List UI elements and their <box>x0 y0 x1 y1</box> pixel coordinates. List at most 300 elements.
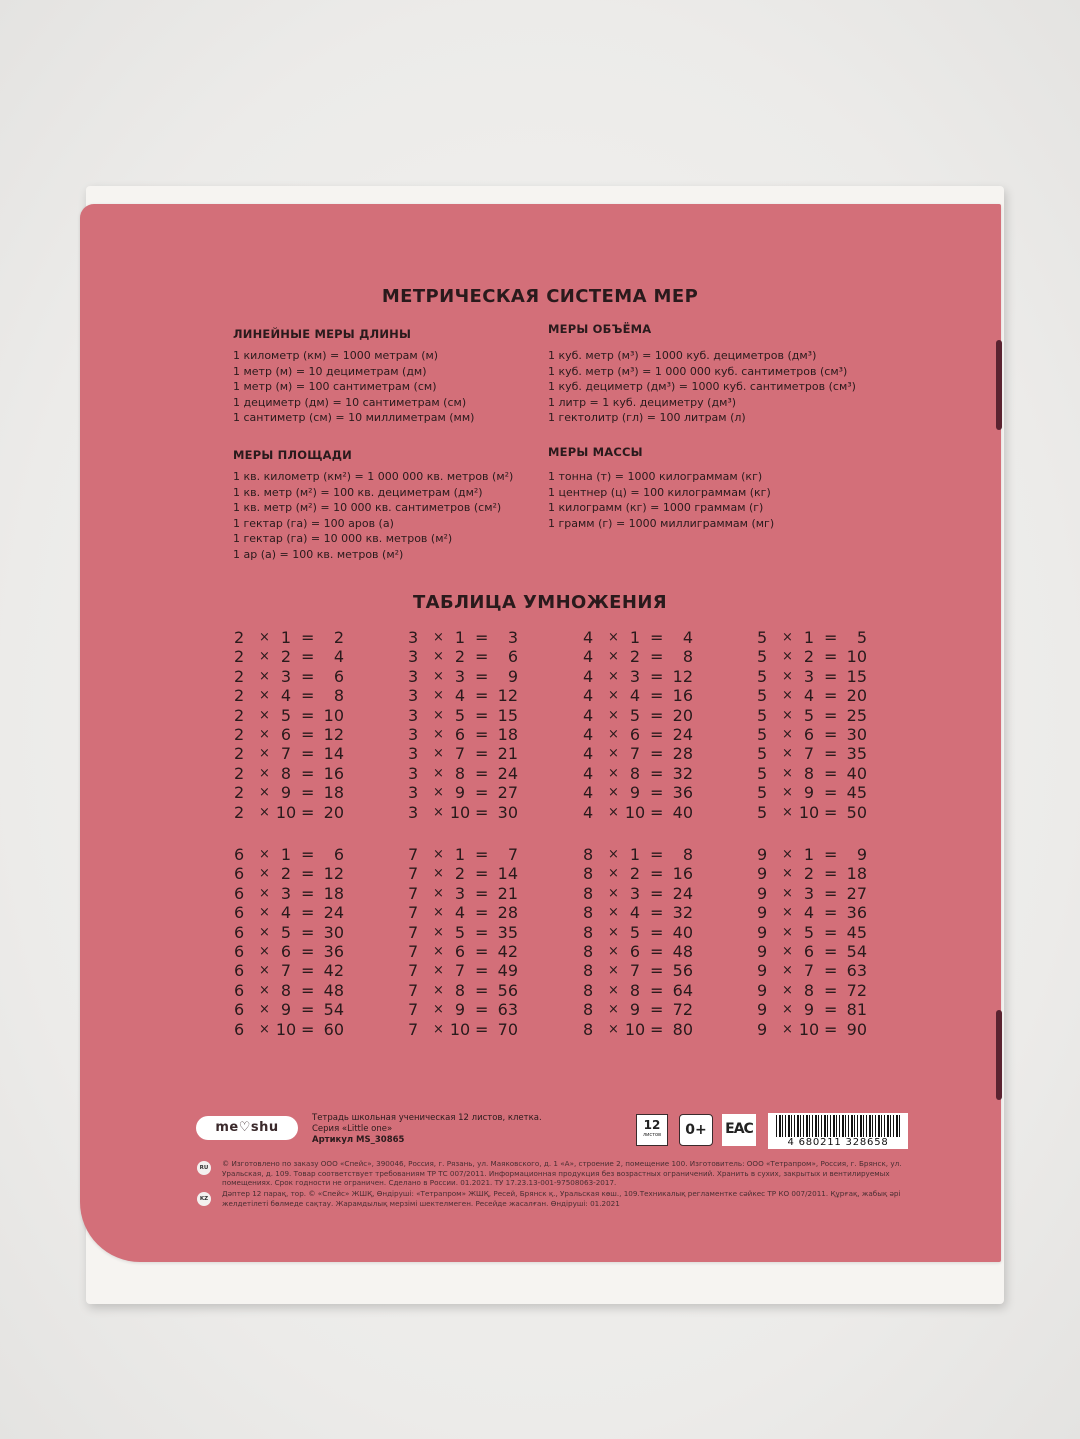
times-sign: × <box>782 649 793 665</box>
equals-sign: = <box>301 961 315 981</box>
factor-b: 3 <box>454 883 466 903</box>
factor-a: 8 <box>583 941 594 961</box>
factor-b: 7 <box>803 744 815 764</box>
product: 80 <box>672 1019 693 1039</box>
multiplication-row <box>408 903 518 922</box>
factor-a: 3 <box>408 744 419 764</box>
multiplication-row <box>234 923 344 942</box>
factor-a: 3 <box>408 666 419 686</box>
volume-line: 1 гектолитр (гл) = 100 литрам (л) <box>548 411 746 425</box>
age-rating-badge: 0+ <box>679 1114 713 1146</box>
factor-a: 7 <box>408 845 419 864</box>
product: 27 <box>846 883 867 903</box>
equals-sign: = <box>301 864 315 884</box>
multiplication-row <box>583 1020 693 1039</box>
multiplication-row <box>234 884 344 903</box>
multiplication-row <box>408 628 518 647</box>
product: 25 <box>846 705 867 725</box>
product: 21 <box>497 883 518 903</box>
factor-a: 4 <box>583 647 594 667</box>
product: 63 <box>497 1000 518 1020</box>
factor-b: 8 <box>454 980 466 1000</box>
multiplication-row <box>408 1000 518 1019</box>
barcode-number: 4 680211 328658 <box>787 1137 889 1148</box>
product: 16 <box>672 686 693 706</box>
times-sign: × <box>608 885 619 901</box>
product: 9 <box>507 666 518 686</box>
equals-sign: = <box>475 980 489 1000</box>
times-sign: × <box>782 630 793 645</box>
multiplication-row <box>234 981 344 1000</box>
times-sign: × <box>782 1002 793 1018</box>
factor-a: 9 <box>757 922 768 942</box>
factor-b: 8 <box>280 980 292 1000</box>
factor-b: 4 <box>454 686 466 706</box>
barcode-bars <box>776 1115 900 1137</box>
equals-sign: = <box>650 647 664 667</box>
product: 12 <box>497 686 518 706</box>
factor-b: 5 <box>280 922 292 942</box>
factor-a: 7 <box>408 941 419 961</box>
factor-a: 5 <box>757 724 768 744</box>
times-sign: × <box>433 982 444 998</box>
factor-a: 7 <box>408 1019 419 1039</box>
multiplication-row <box>583 1000 693 1019</box>
factor-b: 3 <box>280 666 292 686</box>
equals-sign: = <box>301 628 315 647</box>
multiplication-row <box>408 803 518 822</box>
multiplication-row <box>757 744 867 763</box>
multiplication-row <box>583 706 693 725</box>
factor-b: 9 <box>803 1000 815 1020</box>
factor-a: 3 <box>408 783 419 803</box>
times-sign: × <box>259 668 270 684</box>
product: 16 <box>672 864 693 884</box>
product: 24 <box>323 903 344 923</box>
volume-line: 1 куб. дециметр (дм³) = 1000 куб. сантиметров (см³) <box>548 380 856 394</box>
times-sign: × <box>608 785 619 801</box>
factor-b: 9 <box>454 783 466 803</box>
area-line: 1 кв. километр (км²) = 1 000 000 кв. метров (м²) <box>233 470 514 483</box>
product: 35 <box>497 922 518 942</box>
factor-a: 6 <box>234 903 245 923</box>
multiplication-row <box>234 764 344 783</box>
factor-a: 4 <box>583 666 594 686</box>
factor-a: 8 <box>583 845 594 864</box>
factor-a: 7 <box>408 864 419 884</box>
product: 5 <box>856 628 867 647</box>
equals-sign: = <box>824 845 838 864</box>
product: 18 <box>323 883 344 903</box>
factor-b: 9 <box>629 1000 641 1020</box>
equals-sign: = <box>475 845 489 864</box>
product: 4 <box>333 647 344 667</box>
product: 64 <box>672 980 693 1000</box>
product: 28 <box>497 903 518 923</box>
equals-sign: = <box>475 1019 489 1039</box>
product: 8 <box>333 686 344 706</box>
multiplication-row <box>757 725 867 744</box>
times-sign: × <box>259 746 270 762</box>
equals-sign: = <box>824 941 838 961</box>
times-sign: × <box>782 688 793 704</box>
factor-b: 10 <box>798 802 820 822</box>
factor-a: 5 <box>757 686 768 706</box>
equals-sign: = <box>475 883 489 903</box>
equals-sign: = <box>650 1019 664 1039</box>
product: 4 <box>682 628 693 647</box>
equals-sign: = <box>475 763 489 783</box>
times-sign: × <box>433 649 444 665</box>
product: 12 <box>672 666 693 686</box>
multiplication-row <box>234 686 344 705</box>
equals-sign: = <box>650 941 664 961</box>
multiplication-title: ТАБЛИЦА УМНОЖЕНИЯ <box>412 592 668 613</box>
equals-sign: = <box>824 1019 838 1039</box>
multiplication-row <box>234 803 344 822</box>
factor-b: 6 <box>803 724 815 744</box>
multiplication-row <box>234 628 344 647</box>
equals-sign: = <box>475 941 489 961</box>
sheets-badge <box>636 1114 668 1146</box>
equals-sign: = <box>650 705 664 725</box>
times-sign: × <box>608 765 619 781</box>
equals-sign: = <box>650 802 664 822</box>
product: 70 <box>497 1019 518 1039</box>
multiplication-row <box>234 864 344 883</box>
equals-sign: = <box>824 883 838 903</box>
product: 3 <box>507 628 518 647</box>
mass-line: 1 тонна (т) = 1000 килограммам (кг) <box>548 470 763 483</box>
factor-a: 6 <box>234 864 245 884</box>
multiplication-row <box>757 667 867 686</box>
multiplication-row <box>234 706 344 725</box>
multiplication-row <box>757 981 867 1000</box>
factor-a: 7 <box>408 883 419 903</box>
factor-a: 4 <box>583 744 594 764</box>
legal-text-ru: © Изготовлено по заказу ООО «Спейс», 390046, Россия, г. Рязань, ул. Маяковского, д. 1 «А», строение 2, помещение 100. Изготовитель: ООО «Тетрапром», Россия, г. Брянск, ул. Уральская, д. 109. Товар соответствует требованиям ТР ТС 007/2011. Информационная продукция без возрастных ограничений. Хранить в сухих, закрытых и вентилируемых помещениях. Срок годности не ограничен. Сделано в России. 01.2021. ТУ 17.23.13-001-97508063-2017. <box>222 1159 902 1187</box>
factor-b: 1 <box>454 845 466 864</box>
multiplication-row <box>583 764 693 783</box>
times-sign: × <box>782 707 793 723</box>
multiplication-row <box>757 1000 867 1019</box>
factor-a: 9 <box>757 961 768 981</box>
equals-sign: = <box>475 864 489 884</box>
multiplication-column-7 <box>408 845 518 1039</box>
multiplication-row <box>757 903 867 922</box>
equals-sign: = <box>301 1019 315 1039</box>
factor-b: 5 <box>803 922 815 942</box>
factor-a: 2 <box>234 666 245 686</box>
factor-b: 7 <box>454 961 466 981</box>
multiplication-column-5 <box>757 628 867 822</box>
equals-sign: = <box>824 686 838 706</box>
multiplication-row <box>408 923 518 942</box>
factor-a: 2 <box>234 763 245 783</box>
product: 16 <box>323 763 344 783</box>
equals-sign: = <box>824 647 838 667</box>
factor-b: 2 <box>454 864 466 884</box>
product: 8 <box>682 647 693 667</box>
factor-b: 4 <box>280 903 292 923</box>
equals-sign: = <box>301 802 315 822</box>
factor-a: 5 <box>757 783 768 803</box>
product: 42 <box>497 941 518 961</box>
factor-b: 1 <box>803 845 815 864</box>
factor-b: 9 <box>803 783 815 803</box>
equals-sign: = <box>301 783 315 803</box>
factor-a: 4 <box>583 802 594 822</box>
multiplication-row <box>408 686 518 705</box>
multiplication-row <box>757 647 867 666</box>
times-sign: × <box>259 905 270 921</box>
equals-sign: = <box>475 628 489 647</box>
mass-line: 1 грамм (г) = 1000 миллиграммам (мг) <box>548 516 775 530</box>
times-sign: × <box>433 765 444 781</box>
factor-b: 7 <box>803 961 815 981</box>
area-line: 1 ар (а) = 100 кв. метров (м²) <box>233 547 404 561</box>
factor-a: 6 <box>234 1000 245 1020</box>
equals-sign: = <box>475 647 489 667</box>
equals-sign: = <box>650 922 664 942</box>
factor-b: 8 <box>629 763 641 783</box>
product: 54 <box>846 941 867 961</box>
multiplication-row <box>408 725 518 744</box>
product: 14 <box>323 744 344 764</box>
multiplication-row <box>408 667 518 686</box>
times-sign: × <box>782 785 793 801</box>
times-sign: × <box>433 785 444 801</box>
product: 24 <box>672 883 693 903</box>
multiplication-row <box>408 942 518 961</box>
equals-sign: = <box>650 666 664 686</box>
equals-sign: = <box>650 628 664 647</box>
factor-b: 2 <box>629 864 641 884</box>
factor-a: 5 <box>757 744 768 764</box>
multiplication-row <box>757 961 867 980</box>
volume-lines <box>548 348 856 426</box>
equals-sign: = <box>824 724 838 744</box>
times-sign: × <box>608 905 619 921</box>
factor-b: 6 <box>454 724 466 744</box>
section-title-area: МЕРЫ ПЛОЩАДИ <box>233 448 353 462</box>
multiplication-row <box>234 903 344 922</box>
factor-b: 2 <box>280 864 292 884</box>
times-sign: × <box>608 688 619 704</box>
times-sign: × <box>259 707 270 723</box>
multiplication-row <box>583 981 693 1000</box>
equals-sign: = <box>301 724 315 744</box>
times-sign: × <box>782 804 793 820</box>
times-sign: × <box>782 1021 793 1037</box>
equals-sign: = <box>650 883 664 903</box>
factor-b: 9 <box>629 783 641 803</box>
factor-b: 4 <box>280 686 292 706</box>
sheets-count: 12 <box>643 1118 661 1132</box>
product: 35 <box>846 744 867 764</box>
factor-b: 5 <box>454 922 466 942</box>
factor-b: 4 <box>803 686 815 706</box>
factor-b: 8 <box>803 980 815 1000</box>
product: 60 <box>323 1019 344 1039</box>
factor-a: 8 <box>583 922 594 942</box>
product: 32 <box>672 903 693 923</box>
factor-b: 2 <box>454 647 466 667</box>
times-sign: × <box>782 905 793 921</box>
factor-b: 5 <box>454 705 466 725</box>
factor-b: 10 <box>798 1019 820 1039</box>
times-sign: × <box>259 943 270 959</box>
factor-b: 5 <box>803 705 815 725</box>
times-sign: × <box>259 847 270 862</box>
product: 72 <box>672 1000 693 1020</box>
product: 49 <box>497 961 518 981</box>
factor-a: 9 <box>757 903 768 923</box>
times-sign: × <box>782 943 793 959</box>
times-sign: × <box>433 866 444 882</box>
times-sign: × <box>259 1021 270 1037</box>
factor-a: 8 <box>583 903 594 923</box>
times-sign: × <box>259 885 270 901</box>
factor-b: 2 <box>803 864 815 884</box>
factor-b: 8 <box>803 763 815 783</box>
factor-b: 10 <box>275 1019 297 1039</box>
multiplication-row <box>757 864 867 883</box>
lang-kz-icon: KZ <box>197 1192 211 1206</box>
product: 36 <box>846 903 867 923</box>
equals-sign: = <box>824 1000 838 1020</box>
multiplication-row <box>757 783 867 802</box>
multiplication-row <box>234 1000 344 1019</box>
factor-a: 9 <box>757 1019 768 1039</box>
section-title-length: ЛИНЕЙНЫЕ МЕРЫ ДЛИНЫ <box>233 327 412 341</box>
multiplication-row <box>234 783 344 802</box>
times-sign: × <box>259 785 270 801</box>
product: 20 <box>846 686 867 706</box>
multiplication-row <box>234 942 344 961</box>
factor-a: 9 <box>757 1000 768 1020</box>
mass-line: 1 центнер (ц) = 100 килограммам (кг) <box>548 485 771 499</box>
length-lines <box>233 348 474 426</box>
times-sign: × <box>782 924 793 940</box>
equals-sign: = <box>650 763 664 783</box>
multiplication-row <box>408 764 518 783</box>
multiplication-row <box>408 647 518 666</box>
factor-b: 10 <box>624 1019 646 1039</box>
product: 10 <box>323 705 344 725</box>
multiplication-row <box>408 961 518 980</box>
multiplication-row <box>234 961 344 980</box>
multiplication-row <box>583 725 693 744</box>
equals-sign: = <box>301 845 315 864</box>
product: 10 <box>846 647 867 667</box>
equals-sign: = <box>301 883 315 903</box>
equals-sign: = <box>650 961 664 981</box>
equals-sign: = <box>301 903 315 923</box>
factor-b: 2 <box>803 647 815 667</box>
factor-b: 1 <box>629 628 641 647</box>
length-line: 1 километр (км) = 1000 метрам (м) <box>233 349 439 362</box>
multiplication-column-2 <box>234 628 344 822</box>
product: 42 <box>323 961 344 981</box>
product: 15 <box>497 705 518 725</box>
multiplication-row <box>408 884 518 903</box>
section-title-volume: МЕРЫ ОБЪЁМА <box>548 322 652 336</box>
factor-b: 1 <box>280 628 292 647</box>
mass-line: 1 килограмм (кг) = 1000 граммам (г) <box>548 501 764 515</box>
factor-b: 6 <box>454 941 466 961</box>
factor-b: 3 <box>629 666 641 686</box>
times-sign: × <box>608 726 619 742</box>
equals-sign: = <box>301 647 315 667</box>
product: 48 <box>672 941 693 961</box>
equals-sign: = <box>475 724 489 744</box>
product: 24 <box>672 724 693 744</box>
factor-a: 2 <box>234 686 245 706</box>
multiplication-row <box>583 628 693 647</box>
times-sign: × <box>433 905 444 921</box>
factor-a: 9 <box>757 883 768 903</box>
equals-sign: = <box>824 980 838 1000</box>
area-line: 1 кв. метр (м²) = 10 000 кв. сантиметров (см²) <box>233 501 502 515</box>
equals-sign: = <box>301 666 315 686</box>
times-sign: × <box>433 668 444 684</box>
factor-b: 8 <box>280 763 292 783</box>
times-sign: × <box>259 804 270 820</box>
multiplication-row <box>234 647 344 666</box>
times-sign: × <box>608 1002 619 1018</box>
factor-b: 4 <box>629 686 641 706</box>
product-article: Артикул MS_30865 <box>312 1135 405 1145</box>
factor-a: 4 <box>583 686 594 706</box>
times-sign: × <box>608 1021 619 1037</box>
factor-a: 8 <box>583 1019 594 1039</box>
factor-b: 4 <box>454 903 466 923</box>
factor-b: 7 <box>280 744 292 764</box>
equals-sign: = <box>301 686 315 706</box>
product: 63 <box>846 961 867 981</box>
equals-sign: = <box>650 864 664 884</box>
factor-b: 7 <box>629 744 641 764</box>
factor-b: 9 <box>280 1000 292 1020</box>
factor-a: 2 <box>234 705 245 725</box>
brand-logo: me♡shu <box>196 1116 298 1140</box>
factor-a: 7 <box>408 1000 419 1020</box>
factor-b: 1 <box>629 845 641 864</box>
length-line: 1 метр (м) = 100 сантиметрам (см) <box>233 380 437 394</box>
area-lines <box>233 469 513 563</box>
equals-sign: = <box>301 705 315 725</box>
factor-a: 5 <box>757 802 768 822</box>
product: 72 <box>846 980 867 1000</box>
factor-a: 7 <box>408 961 419 981</box>
staple-top <box>996 340 1002 430</box>
product: 18 <box>846 864 867 884</box>
factor-a: 6 <box>234 980 245 1000</box>
factor-b: 3 <box>629 883 641 903</box>
multiplication-row <box>408 981 518 1000</box>
factor-a: 7 <box>408 980 419 1000</box>
equals-sign: = <box>824 705 838 725</box>
multiplication-row <box>757 803 867 822</box>
product: 48 <box>323 980 344 1000</box>
times-sign: × <box>608 847 619 862</box>
multiplication-row <box>583 903 693 922</box>
factor-a: 3 <box>408 686 419 706</box>
factor-b: 8 <box>454 763 466 783</box>
factor-a: 3 <box>408 628 419 647</box>
length-line: 1 дециметр (дм) = 10 сантиметрам (см) <box>233 395 467 409</box>
